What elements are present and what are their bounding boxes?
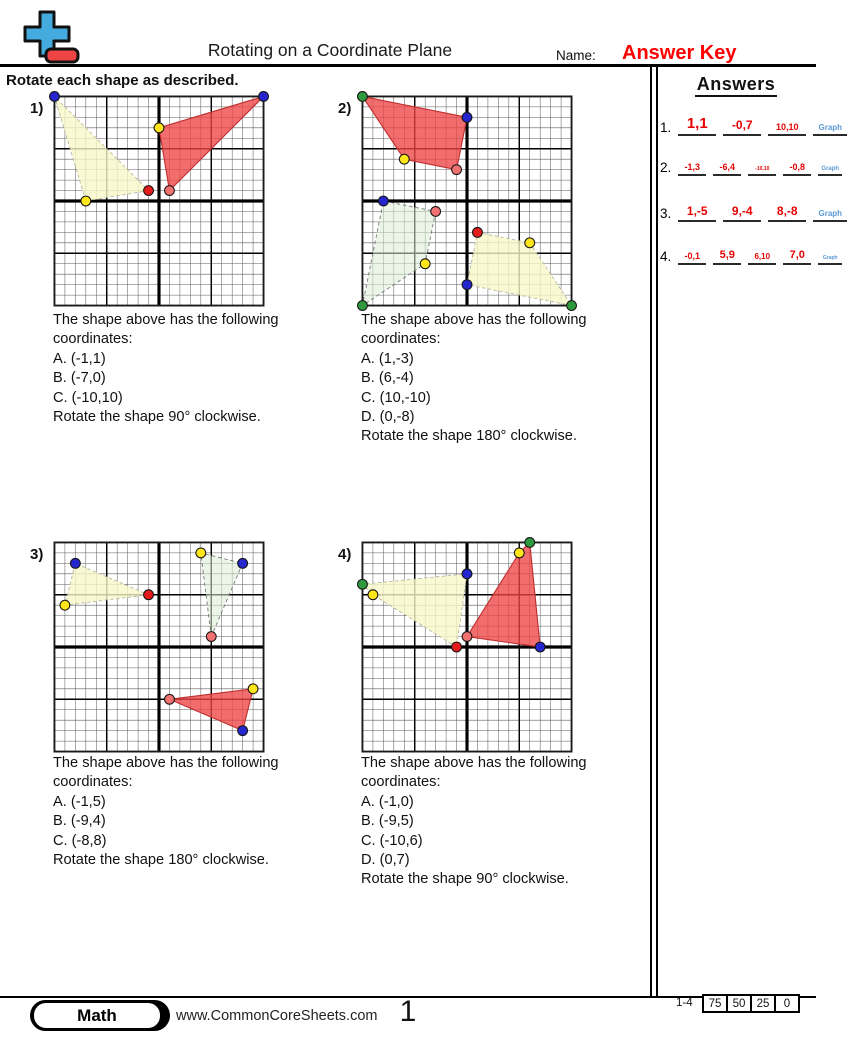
answer-value: 7,0: [783, 249, 811, 265]
answer-row: [660, 249, 842, 265]
description-line: The shape above has the following: [361, 312, 587, 328]
answer-value: 10,10: [768, 122, 806, 136]
answer-value: -10,10: [748, 166, 776, 176]
description-line: The shape above has the following: [361, 755, 587, 771]
answer-number: 4.: [660, 249, 672, 264]
score-cell: 25: [750, 996, 774, 1011]
coordinate-item: B. (-9,5): [361, 813, 414, 830]
score-cell: 50: [726, 996, 750, 1011]
rotation-instruction: Rotate the shape 90° clockwise.: [53, 409, 261, 426]
coordinate-grid-2: [352, 86, 582, 316]
answer-value: -1,3: [678, 162, 706, 176]
answer-value: -0,8: [783, 162, 811, 176]
problem-3-text: [53, 754, 349, 870]
description-line: coordinates:: [361, 331, 441, 348]
score-range-label: 1-4: [676, 997, 693, 1009]
graph-link[interactable]: Graph: [813, 123, 847, 136]
problem-1-number: 1): [30, 100, 44, 117]
answer-value: 1,-5: [678, 204, 716, 222]
description-line: The shape above has the following: [53, 755, 279, 771]
coordinate-item: C. (-8,8): [53, 832, 107, 849]
answer-value: 5,9: [713, 249, 741, 265]
coordinate-item: A. (-1,1): [53, 350, 106, 367]
problem-3-number: 3): [30, 546, 44, 563]
coordinate-item: C. (-10,6): [361, 832, 423, 849]
score-cell: 75: [708, 997, 722, 1010]
coordinate-item: A. (-1,0): [361, 793, 414, 810]
answer-key-label: Answer Key: [622, 42, 737, 64]
answer-row: [660, 115, 847, 136]
graph-link[interactable]: Graph: [813, 209, 847, 222]
answer-value: 6,10: [748, 252, 776, 265]
coordinate-item: A. (-1,5): [53, 793, 106, 810]
answer-value: 1,1: [678, 115, 716, 136]
coordinate-item: A. (1,-3): [361, 350, 414, 367]
rotation-instruction: Rotate the shape 90° clockwise.: [361, 871, 569, 888]
math-subject-label: Math: [34, 1003, 160, 1028]
page-title: Rotating on a Coordinate Plane: [207, 40, 453, 60]
coordinate-grid-3: [44, 532, 274, 762]
coordinate-item: B. (-9,4): [53, 813, 106, 830]
website-url: www.CommonCoreSheets.com: [176, 1008, 378, 1024]
coordinate-item: B. (6,-4): [361, 370, 414, 387]
answer-value: 8,-8: [768, 204, 806, 222]
problem-2-text: [361, 311, 657, 447]
coordinate-item: C. (10,-10): [361, 389, 431, 406]
answer-row: [660, 204, 847, 222]
answer-number: 1.: [660, 120, 672, 135]
rotation-instruction: Rotate the shape 180° clockwise.: [361, 428, 577, 445]
score-table: [702, 994, 800, 1013]
answer-number: 2.: [660, 160, 672, 175]
coordinate-item: D. (0,7): [361, 852, 410, 869]
problem-4-text: [361, 754, 657, 890]
coordinate-item: D. (0,-8): [361, 409, 415, 426]
description-line: coordinates:: [361, 774, 441, 791]
answer-value: -6,4: [713, 162, 741, 176]
plus-minus-logo-icon: [16, 8, 82, 68]
coordinate-item: C. (-10,10): [53, 389, 123, 406]
score-cell: 0: [774, 996, 798, 1011]
answers-panel: [658, 74, 843, 994]
description-line: coordinates:: [53, 774, 133, 791]
graph-link[interactable]: Graph: [818, 166, 842, 176]
coordinate-grid-4: [352, 532, 582, 762]
problem-1-text: [53, 311, 349, 427]
answer-value: 9,-4: [723, 204, 761, 222]
coordinate-item: B. (-7,0): [53, 370, 106, 387]
description-line: The shape above has the following: [53, 312, 279, 328]
answer-value: -0,7: [723, 118, 761, 136]
answer-number: 3.: [660, 206, 672, 221]
directions-text: Rotate each shape as described.: [6, 72, 239, 89]
header-rule: [0, 64, 816, 67]
problem-4-number: 4): [338, 546, 352, 563]
rotation-instruction: Rotate the shape 180° clockwise.: [53, 852, 269, 869]
math-subject-badge: [30, 1000, 170, 1031]
coordinate-grid-1: [44, 86, 274, 316]
answers-title: Answers: [658, 74, 814, 95]
page-number: 1: [399, 995, 417, 1028]
problem-2-number: 2): [338, 100, 352, 117]
answer-row: [660, 160, 842, 176]
graph-link[interactable]: Graph: [818, 255, 842, 265]
name-label: Name:: [556, 48, 596, 63]
answer-value: -0,1: [678, 251, 706, 265]
description-line: coordinates:: [53, 331, 133, 348]
